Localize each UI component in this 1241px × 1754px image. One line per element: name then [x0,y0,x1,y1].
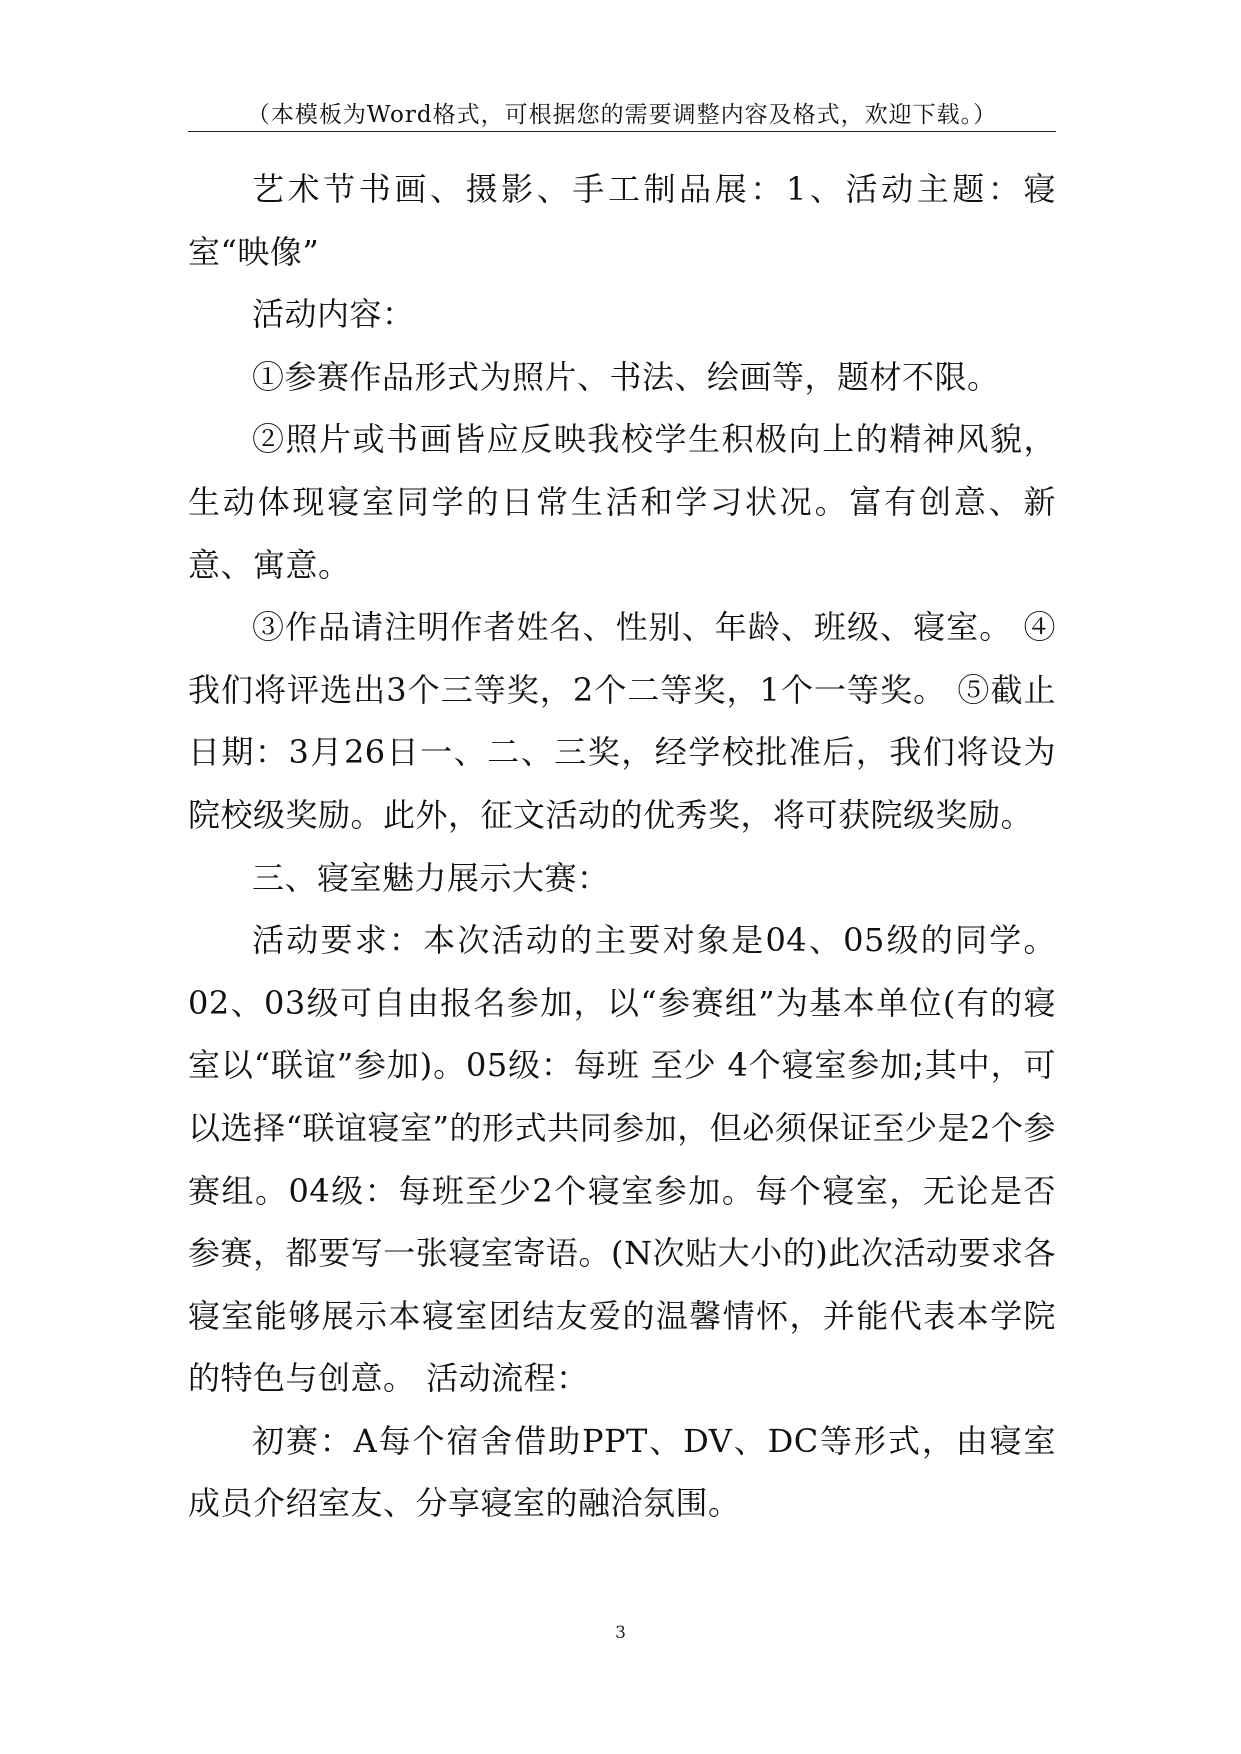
page-number: 3 [615,1623,626,1643]
paragraph-activity-content-heading: 活动内容： [252,295,415,334]
paragraph-item-1: ①参赛作品形式为照片、书法、绘画等，题材不限。 [252,357,1000,396]
template-notice: （本模板为Word格式，可根据您的需要调整内容及格式，欢迎下载。） [246,102,998,128]
paragraph-activity-requirements: 活动要求：本次活动的主要对象是04、05级的同学。02、03级可自由报名参加，以“参赛组”为基本单位(有的寝室以“联谊”参加)。05级：每班 至少 4个寝室参加;其中，可以选择“联谊寝室”的形式共同参加，但必须保证至少是2个参赛组。04级：每班至少2个寝室参加。每个寝室，无论是否参赛，都要写一张寝室寄语。(N次贴大小的)此次活动要求各寝室能够展示本寝室团结友爱的温馨情怀，并能代表本学院的特色与创意。 活动流程： [188,921,1056,1398]
header-divider [188,131,1056,132]
paragraph-preliminary-round: 初赛：A每个宿舍借助PPT、DV、DC等形式，由寝室成员介绍室友、分享寝室的融洽氛围。 [188,1421,1056,1523]
paragraph-items-3-5: ③作品请注明作者姓名、性别、年龄、班级、寝室。 ④我们将评选出3个三等奖，2个二等奖，1个一等奖。 ⑤截止日期：3月26日一、二、三奖，经学校批准后，我们将设为院校级奖励。此外，征文活动的优秀奖，将可获院级奖励。 [188,608,1056,834]
paragraph-exhibition-theme: 艺术节书画、摄影、手工制品展：1、活动主题：寝室“映像” [188,170,1056,271]
document-body [188,158,1056,1535]
section-heading-dorm-contest: 三、寝室魅力展示大赛： [252,858,610,897]
paragraph-item-2: ②照片或书画皆应反映我校学生积极向上的精神风貌，生动体现寝室同学的日常生活和学习状况。富有创意、新意、寓意。 [188,420,1056,584]
